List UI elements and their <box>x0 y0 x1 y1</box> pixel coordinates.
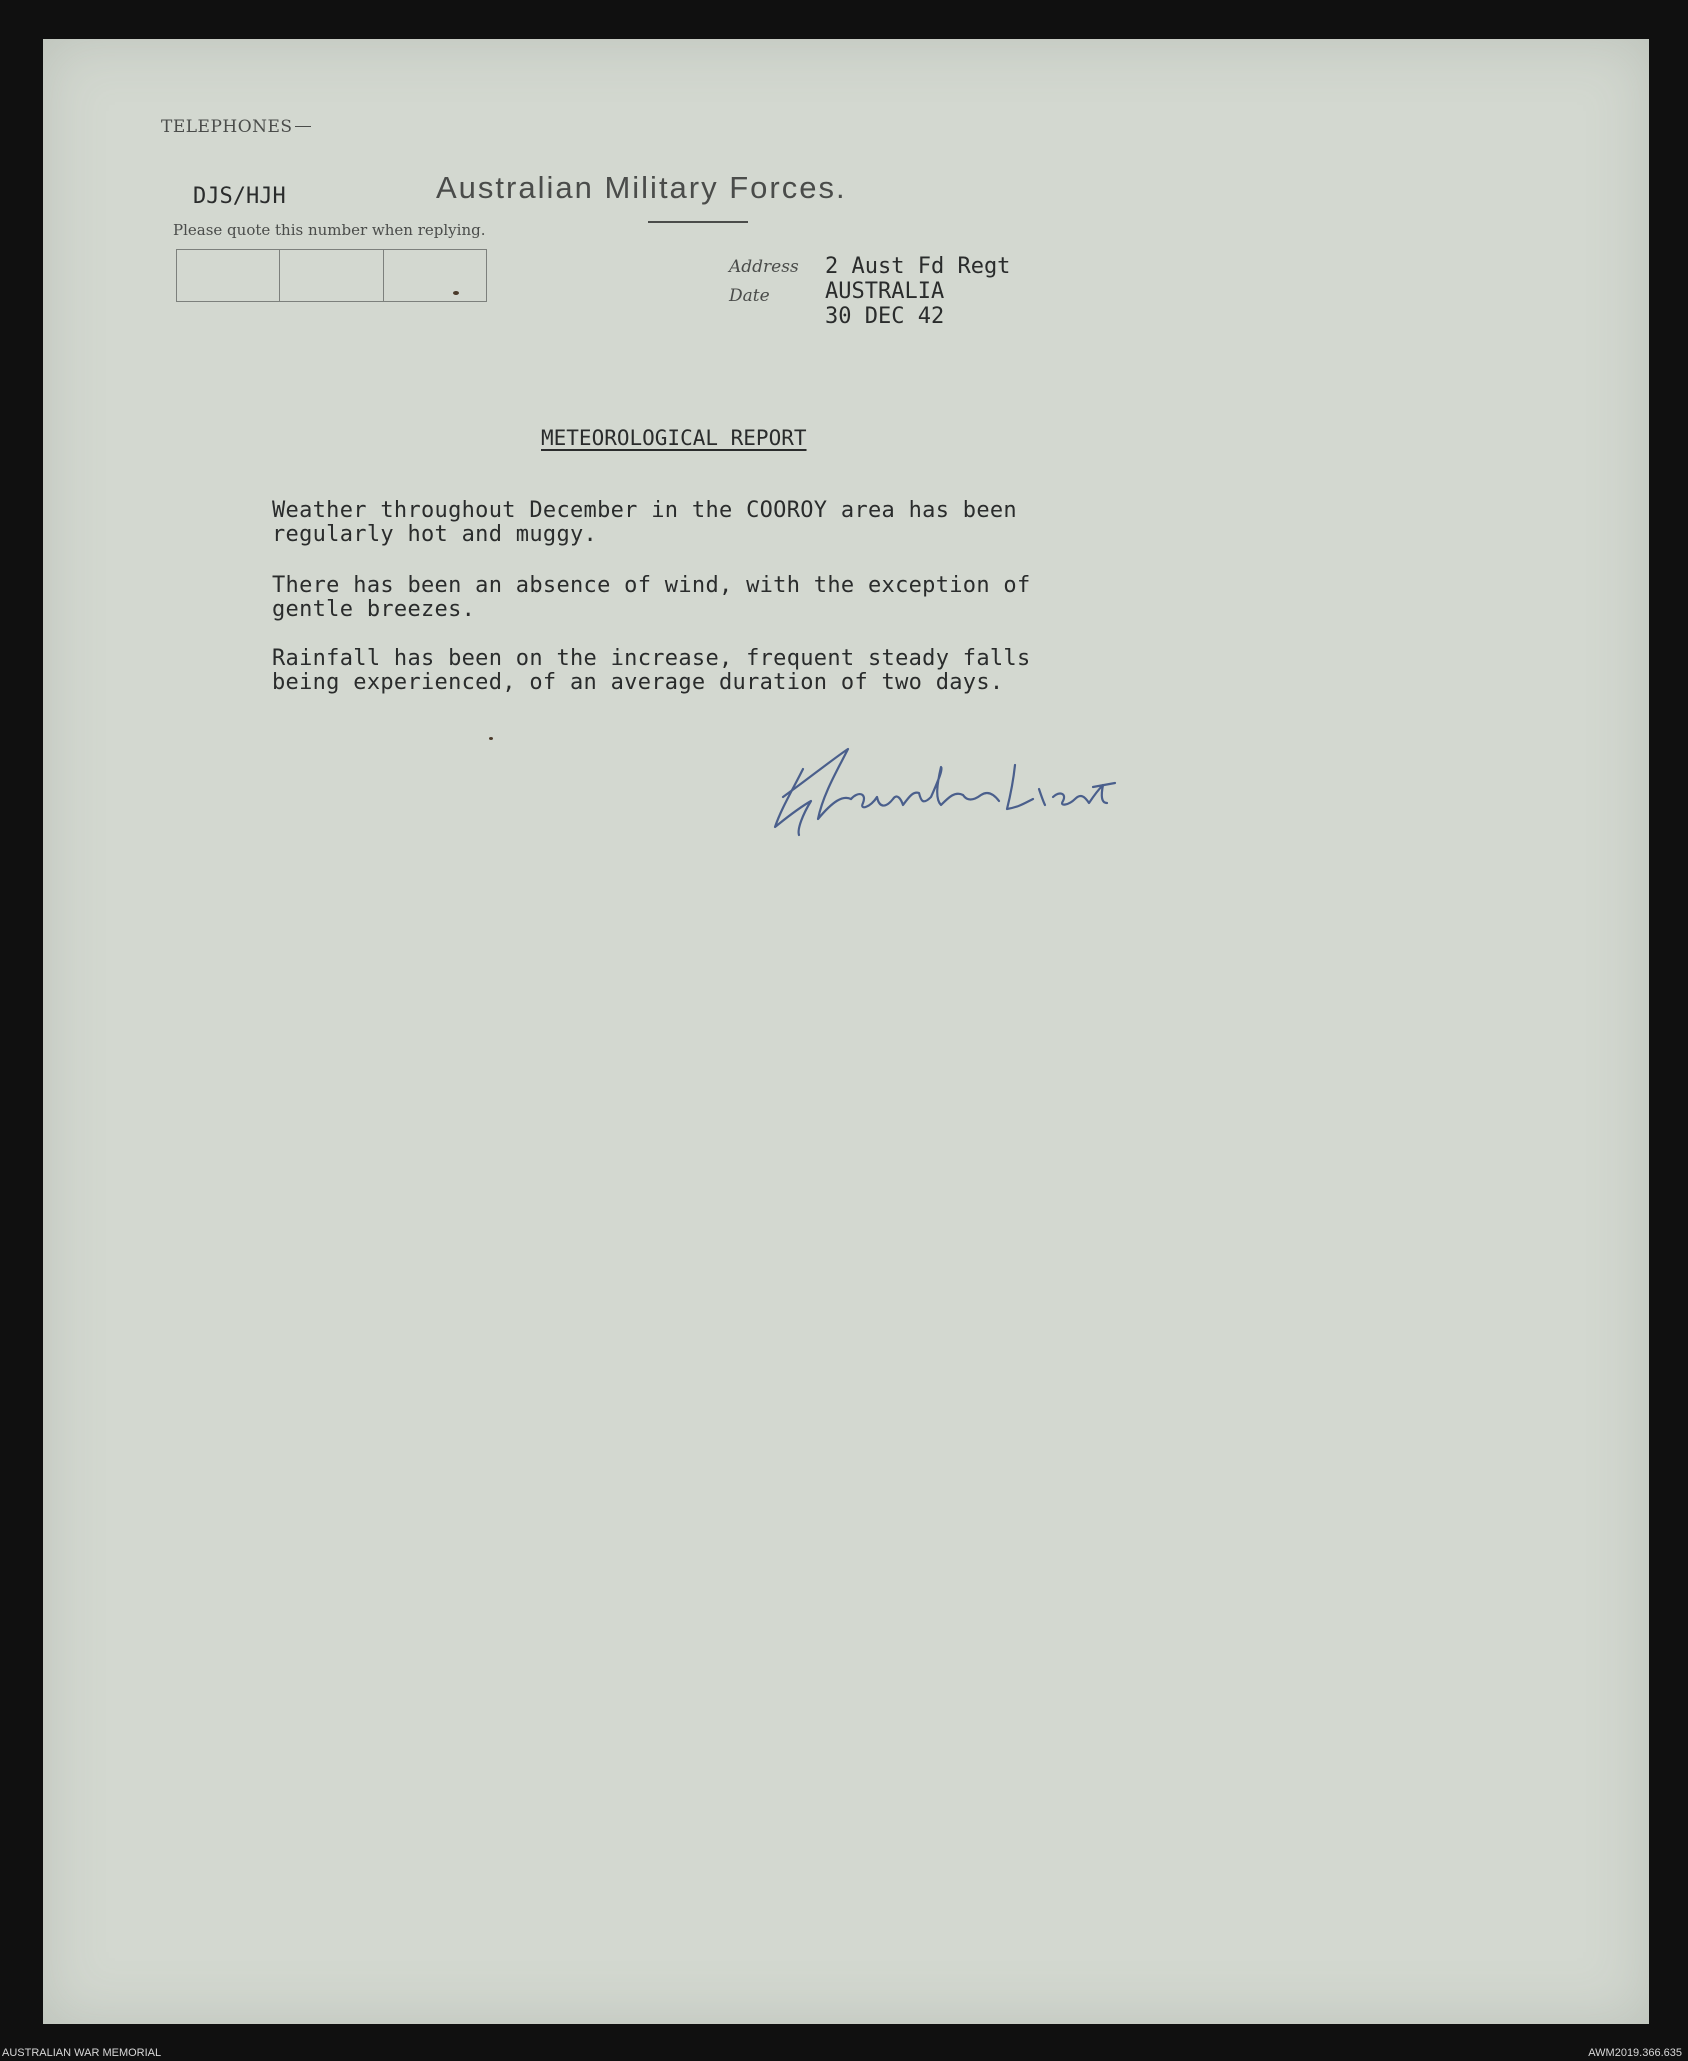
paragraph-line: gentle breezes. <box>272 597 476 622</box>
archive-name: AUSTRALIAN WAR MEMORIAL <box>2 2047 162 2059</box>
ink-speck <box>489 737 493 740</box>
date-value: 30 DEC 42 <box>825 304 945 329</box>
handwritten-signature <box>763 739 1123 849</box>
reference-note: Please quote this number when replying. <box>173 221 486 239</box>
reference-box-cell <box>177 250 280 301</box>
title-underline <box>648 221 748 223</box>
organisation-title: Australian Military Forces. <box>436 170 847 205</box>
reference-number: DJS/HJH <box>193 184 286 209</box>
paragraph-line: regularly hot and muggy. <box>272 522 598 547</box>
item-id: AWM2019.366.635 <box>1588 2047 1682 2059</box>
address-label: Address <box>729 257 799 277</box>
report-paragraph <box>272 574 1031 622</box>
report-heading: METEOROLOGICAL REPORT <box>541 426 807 450</box>
date-label: Date <box>729 286 770 306</box>
reference-box-cell <box>384 250 486 301</box>
address-block <box>825 254 1010 329</box>
reference-boxes <box>176 249 487 302</box>
paragraph-line: There has been an absence of wind, with the exception of <box>272 573 1031 598</box>
telephones-label: TELEPHONES <box>161 117 311 137</box>
report-paragraph <box>272 647 1031 695</box>
address-line-2: AUSTRALIA <box>825 279 945 304</box>
paragraph-line: Rainfall has been on the increase, frequent steady falls <box>272 646 1031 671</box>
signature-text: Lieut <box>1063 844 1066 845</box>
address-line-1: 2 Aust Fd Regt <box>825 254 1011 279</box>
paper-sheet <box>43 39 1649 2024</box>
reference-box-cell <box>280 250 383 301</box>
ink-speck <box>453 291 459 295</box>
paragraph-line: being experienced, of an average duration of two days. <box>272 670 1004 695</box>
report-paragraph <box>272 499 1017 547</box>
paragraph-line: Weather throughout December in the COOROY area has been <box>272 498 1017 523</box>
